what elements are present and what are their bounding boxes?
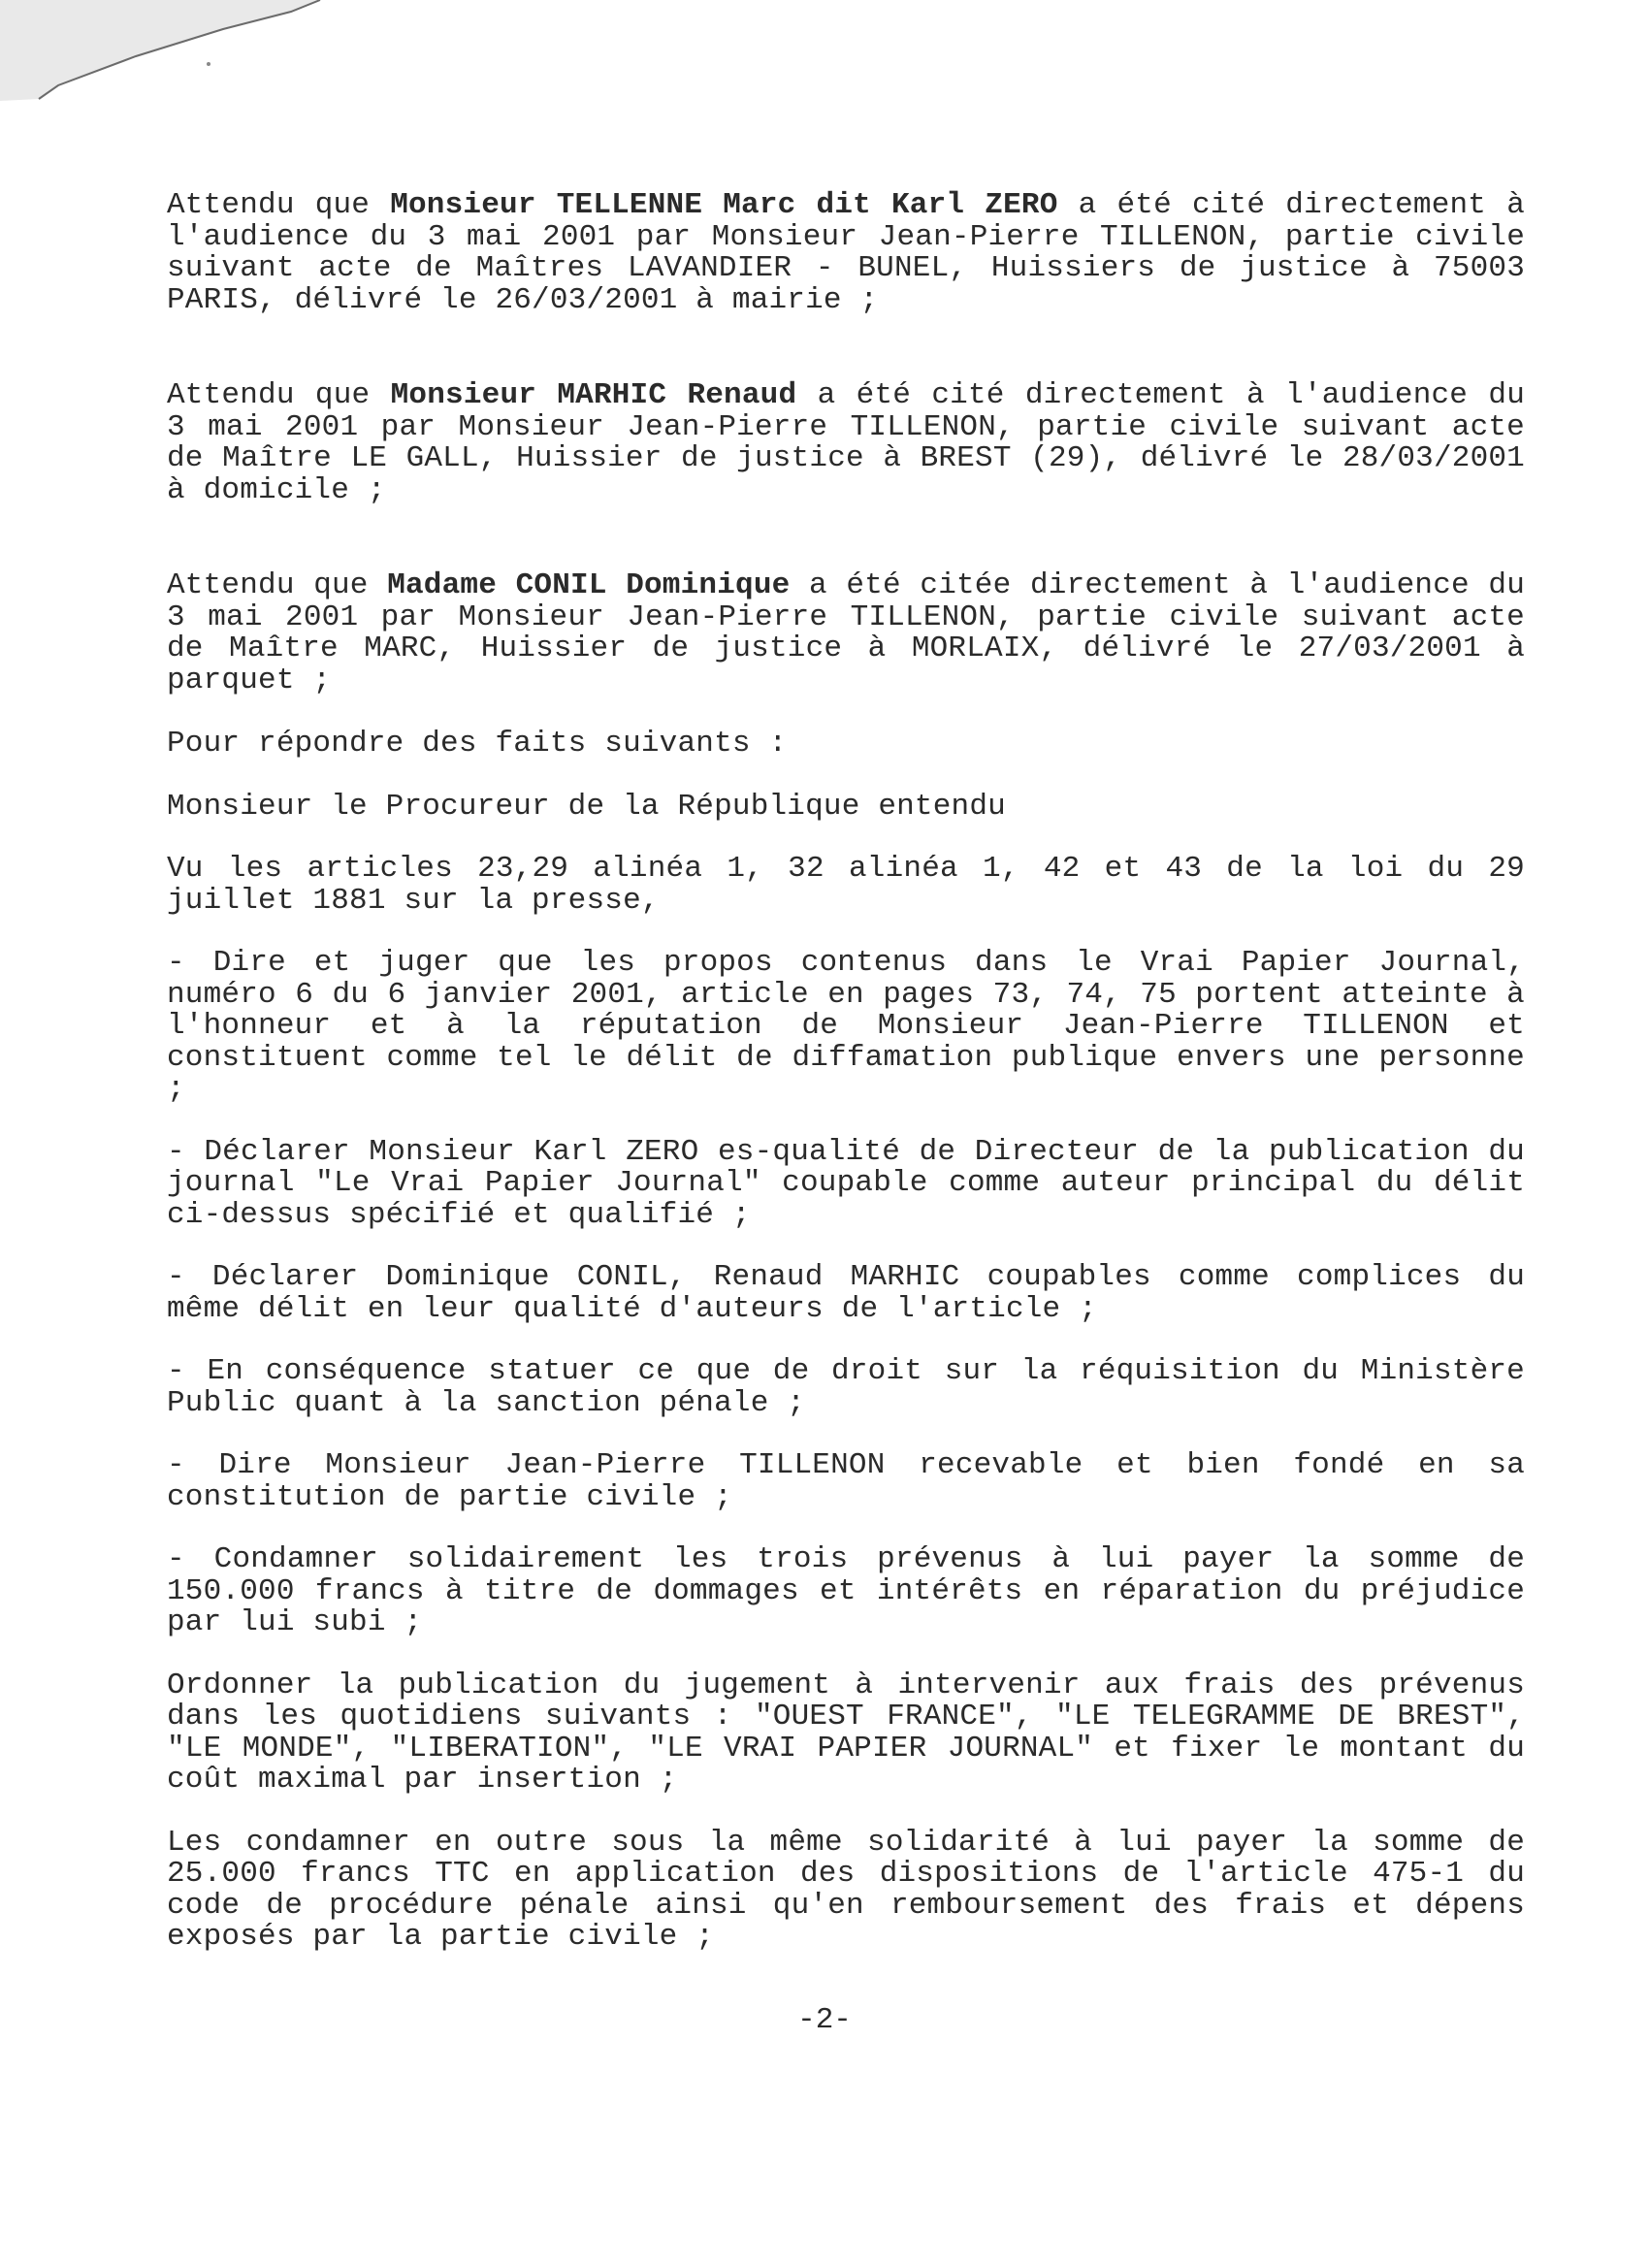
scanned-page-fold-edge — [0, 0, 388, 136]
paragraph-citation-conil: Attendu que Madame CONIL Dominique a été citée directement à l'audience du 3 mai 2001 par Monsieur Jean-Pierre TILLENON, partie civile suivant acte de Maître MARC, Huissier de justice à MORLAIX, délivré le 27/03/2001 à parquet ; — [167, 568, 1526, 697]
paragraph-vu-articles: Vu les articles 23,29 alinéa 1, 32 alinéa 1, 42 et 43 de la loi du 29 juillet 1881 sur la presse, — [167, 852, 1525, 918]
paragraph-recevable: - Dire Monsieur Jean-Pierre TILLENON recevable et bien fondé en sa constitution de partie civile ; — [167, 1448, 1525, 1514]
page-number: -2- — [797, 2003, 852, 2037]
paragraph-declarer-zero: - Déclarer Monsieur Karl ZERO es-qualité de Directeur de la publication du journal "Le Vrai Papier Journal" coupable comme auteur principal du délit ci-dessus spécifié et qualifié ; — [167, 1134, 1525, 1232]
paragraph-publication: Ordonner la publication du jugement à intervenir aux frais des prévenus dans les quotidiens suivants : "OUEST FRANCE", "LE TELEGRAMME DE BREST", "LE MONDE", "LIBERATION", "LE VRAI PAPIER JOURNAL" et fixer le montant du coût maximal par insertion ; — [167, 1668, 1525, 1797]
paragraph-dire-juger: - Dire et juger que les propos contenus dans le Vrai Papier Journal, numéro 6 du 6 janvier 2001, article en pages 73, 74, 75 portent atteinte à l'honneur et à la réputation de Monsieur Jean-Pierre TILLENON et constituent comme tel le délit de diffamation publique envers une personne ; — [167, 946, 1525, 1106]
document-body — [167, 190, 1525, 1954]
paragraph-citation-marhic: Attendu que Monsieur MARHIC Renaud a été cité directement à l'audience du 3 mai 2001 par Monsieur Jean-Pierre TILLENON, partie civile suivant acte de Maître LE GALL, Huissier de justice à BREST (29), délivré le 28/03/2001 à domicile ; — [167, 378, 1526, 507]
paragraph-frais: Les condamner en outre sous la même solidarité à lui payer la somme de 25.000 francs TTC en application des dispositions de l'article 475-1 du code de procédure pénale ainsi qu'en remboursement des frais et dépens exposés par la partie civile ; — [167, 1825, 1525, 1954]
defendant-name: Monsieur MARHIC Renaud — [390, 378, 797, 412]
paragraph-declarer-complices: - Déclarer Dominique CONIL, Renaud MARHIC coupables comme complices du même délit en leur qualité d'auteurs de l'article ; — [167, 1260, 1525, 1326]
paragraph-faits: Pour répondre des faits suivants : — [167, 727, 788, 761]
paragraph-sanction: - En conséquence statuer ce que de droit sur la réquisition du Ministère Public quant à la sanction pénale ; — [167, 1354, 1525, 1420]
defendant-name: Madame CONIL Dominique — [387, 568, 791, 602]
paragraph-condamner: - Condamner solidairement les trois prévenus à lui payer la somme de 150.000 francs à titre de dommages et intérêts en réparation du préjudice par lui subi ; — [167, 1542, 1525, 1639]
paragraph-procureur: Monsieur le Procureur de la République entendu — [167, 789, 1006, 824]
paragraph-citation-tellenne: Attendu que Monsieur TELLENNE Marc dit Karl ZERO a été cité directement à l'audience du 3 mai 2001 par Monsieur Jean-Pierre TILLENON, partie civile suivant acte de Maîtres LAVANDIER - BUNEL, Huissiers de justice à 75003 PARIS, délivré le 26/03/2001 à mairie ; — [167, 188, 1525, 317]
defendant-name: Monsieur TELLENNE Marc dit Karl ZERO — [390, 188, 1058, 222]
